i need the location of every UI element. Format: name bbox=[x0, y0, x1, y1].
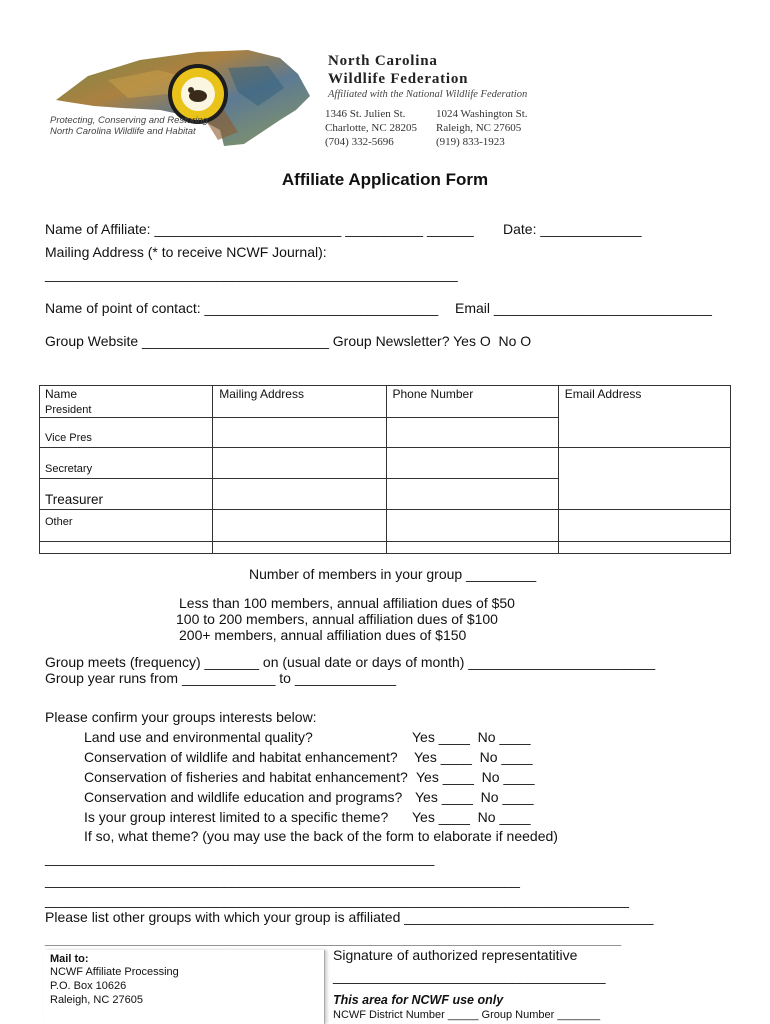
org-name-line2: Wildlife Federation bbox=[328, 71, 469, 87]
table-cell[interactable] bbox=[213, 418, 386, 448]
address-charlotte-2: Charlotte, NC 28205 bbox=[325, 122, 417, 134]
mailing-address-label: Mailing Address (* to receive NCWF Journal): bbox=[45, 244, 327, 260]
table-cell[interactable] bbox=[386, 510, 558, 542]
address-raleigh-3: (919) 833-1923 bbox=[436, 136, 505, 148]
date-field[interactable]: Date: _____________ bbox=[503, 221, 642, 237]
interest-question: Conservation of wildlife and habitat enhancement? bbox=[84, 749, 398, 765]
signature-label: Signature of authorized representatitive bbox=[333, 947, 578, 963]
email-field[interactable]: Email ____________________________ bbox=[455, 300, 712, 316]
logo-tagline-1: Protecting, Conserving and Restoring bbox=[50, 115, 208, 126]
dues-tier-3: 200+ members, annual affiliation dues of $150 bbox=[179, 627, 467, 643]
theme-line-1[interactable]: __________________________________________________ bbox=[45, 850, 435, 866]
affiliation-note: Affiliated with the National Wildlife Federation bbox=[328, 89, 528, 100]
interest-answer[interactable]: Yes ____ No ____ bbox=[416, 769, 535, 785]
point-of-contact-field[interactable]: Name of point of contact: ______________________________ bbox=[45, 300, 439, 316]
table-cell[interactable] bbox=[213, 479, 386, 510]
theme-line-3[interactable]: ___________________________________________________________________________ bbox=[45, 892, 629, 908]
meeting-frequency-field[interactable]: Group meets (frequency) _______ on (usual date or days of month) ________________________ bbox=[45, 654, 656, 670]
role-other: Other bbox=[45, 516, 73, 528]
dues-tier-2: 100 to 200 members, annual affiliation dues of $100 bbox=[176, 611, 498, 627]
officer-role-cell bbox=[40, 448, 213, 479]
mail-to-label: Mail to: bbox=[50, 953, 89, 965]
address-raleigh-1: 1024 Washington St. bbox=[436, 108, 528, 120]
theme-note: If so, what theme? (you may use the back of the form to elaborate if needed) bbox=[84, 828, 558, 844]
table-cell[interactable] bbox=[213, 510, 386, 542]
dues-tier-1: Less than 100 members, annual affiliation dues of $50 bbox=[179, 595, 515, 611]
column-header-email-address: Email Address bbox=[564, 387, 642, 401]
district-group-field[interactable]: NCWF District Number _____ Group Number _______ bbox=[333, 1009, 601, 1021]
role-president: President bbox=[45, 404, 92, 416]
role-secretary: Secretary bbox=[45, 463, 93, 475]
group-year-field[interactable]: Group year runs from ____________ to _____________ bbox=[45, 670, 397, 686]
interest-answer[interactable]: Yes ____ No ____ bbox=[415, 789, 534, 805]
theme-line-2[interactable]: _____________________________________________________________ bbox=[45, 872, 520, 888]
role-vice-pres: Vice Pres bbox=[45, 432, 92, 444]
address-charlotte-1: 1346 St. Julien St. bbox=[325, 108, 406, 120]
website-newsletter-field[interactable]: Group Website ________________________ Group Newsletter? Yes O No O bbox=[45, 333, 532, 349]
column-header-phone-number: Phone Number bbox=[392, 387, 474, 401]
office-use-heading: This area for NCWF use only bbox=[333, 993, 504, 1007]
table-cell[interactable] bbox=[213, 542, 386, 554]
table-cell[interactable] bbox=[386, 418, 558, 448]
mail-to-line-2: P.O. Box 10626 bbox=[50, 980, 127, 992]
officer-role-cell bbox=[40, 479, 213, 510]
interests-intro: Please confirm your groups interests below: bbox=[45, 709, 317, 725]
column-header-name: Name bbox=[45, 387, 78, 401]
table-cell[interactable] bbox=[558, 510, 730, 542]
interest-question: Land use and environmental quality? bbox=[84, 729, 313, 745]
officer-role-cell bbox=[40, 386, 213, 418]
interest-question: Is your group interest limited to a specific theme? bbox=[84, 809, 389, 825]
signature-field[interactable]: ___________________________________ bbox=[333, 968, 606, 984]
column-header-mailing-address: Mailing Address bbox=[219, 387, 304, 401]
interest-answer[interactable]: Yes ____ No ____ bbox=[412, 729, 531, 745]
logo-tagline-2: North Carolina Wildlife and Habitat bbox=[50, 126, 196, 137]
role-treasurer: Treasurer bbox=[45, 492, 104, 507]
org-name-line1: North Carolina bbox=[328, 53, 438, 69]
form-title: Affiliate Application Form bbox=[281, 170, 489, 189]
officer-role-cell bbox=[40, 418, 213, 448]
table-cell[interactable] bbox=[213, 448, 386, 479]
mailing-address-field[interactable]: _____________________________________________________ bbox=[45, 266, 458, 282]
mail-to-line-1: NCWF Affiliate Processing bbox=[50, 966, 179, 978]
other-groups-field[interactable]: Please list other groups with which your group is affiliated ________________________________ bbox=[45, 909, 654, 925]
table-cell[interactable] bbox=[386, 479, 558, 510]
table-cell[interactable] bbox=[558, 386, 730, 448]
table-cell[interactable] bbox=[386, 542, 558, 554]
table-cell[interactable] bbox=[386, 448, 558, 479]
table-cell[interactable] bbox=[558, 448, 730, 510]
officer-role-cell bbox=[40, 510, 213, 542]
address-raleigh-2: Raleigh, NC 27605 bbox=[436, 122, 522, 134]
address-charlotte-3: (704) 332-5696 bbox=[325, 136, 394, 148]
mail-to-line-3: Raleigh, NC 27605 bbox=[50, 994, 143, 1006]
interest-answer[interactable]: Yes ____ No ____ bbox=[412, 809, 531, 825]
other-groups-line[interactable]: __________________________________________________________________________ bbox=[45, 930, 622, 946]
table-cell[interactable] bbox=[558, 542, 730, 554]
interest-question: Conservation of fisheries and habitat enhancement? bbox=[84, 769, 408, 785]
table-cell bbox=[40, 542, 213, 554]
table-cell[interactable] bbox=[386, 386, 558, 418]
interest-question: Conservation and wildlife education and programs? bbox=[84, 789, 403, 805]
member-count-field[interactable]: Number of members in your group _________ bbox=[249, 566, 537, 582]
affiliate-name-field[interactable]: Name of Affiliate: ________________________ __________ ______ bbox=[45, 221, 474, 237]
table-cell[interactable] bbox=[213, 386, 386, 418]
interest-answer[interactable]: Yes ____ No ____ bbox=[414, 749, 533, 765]
officers-table bbox=[39, 385, 731, 554]
